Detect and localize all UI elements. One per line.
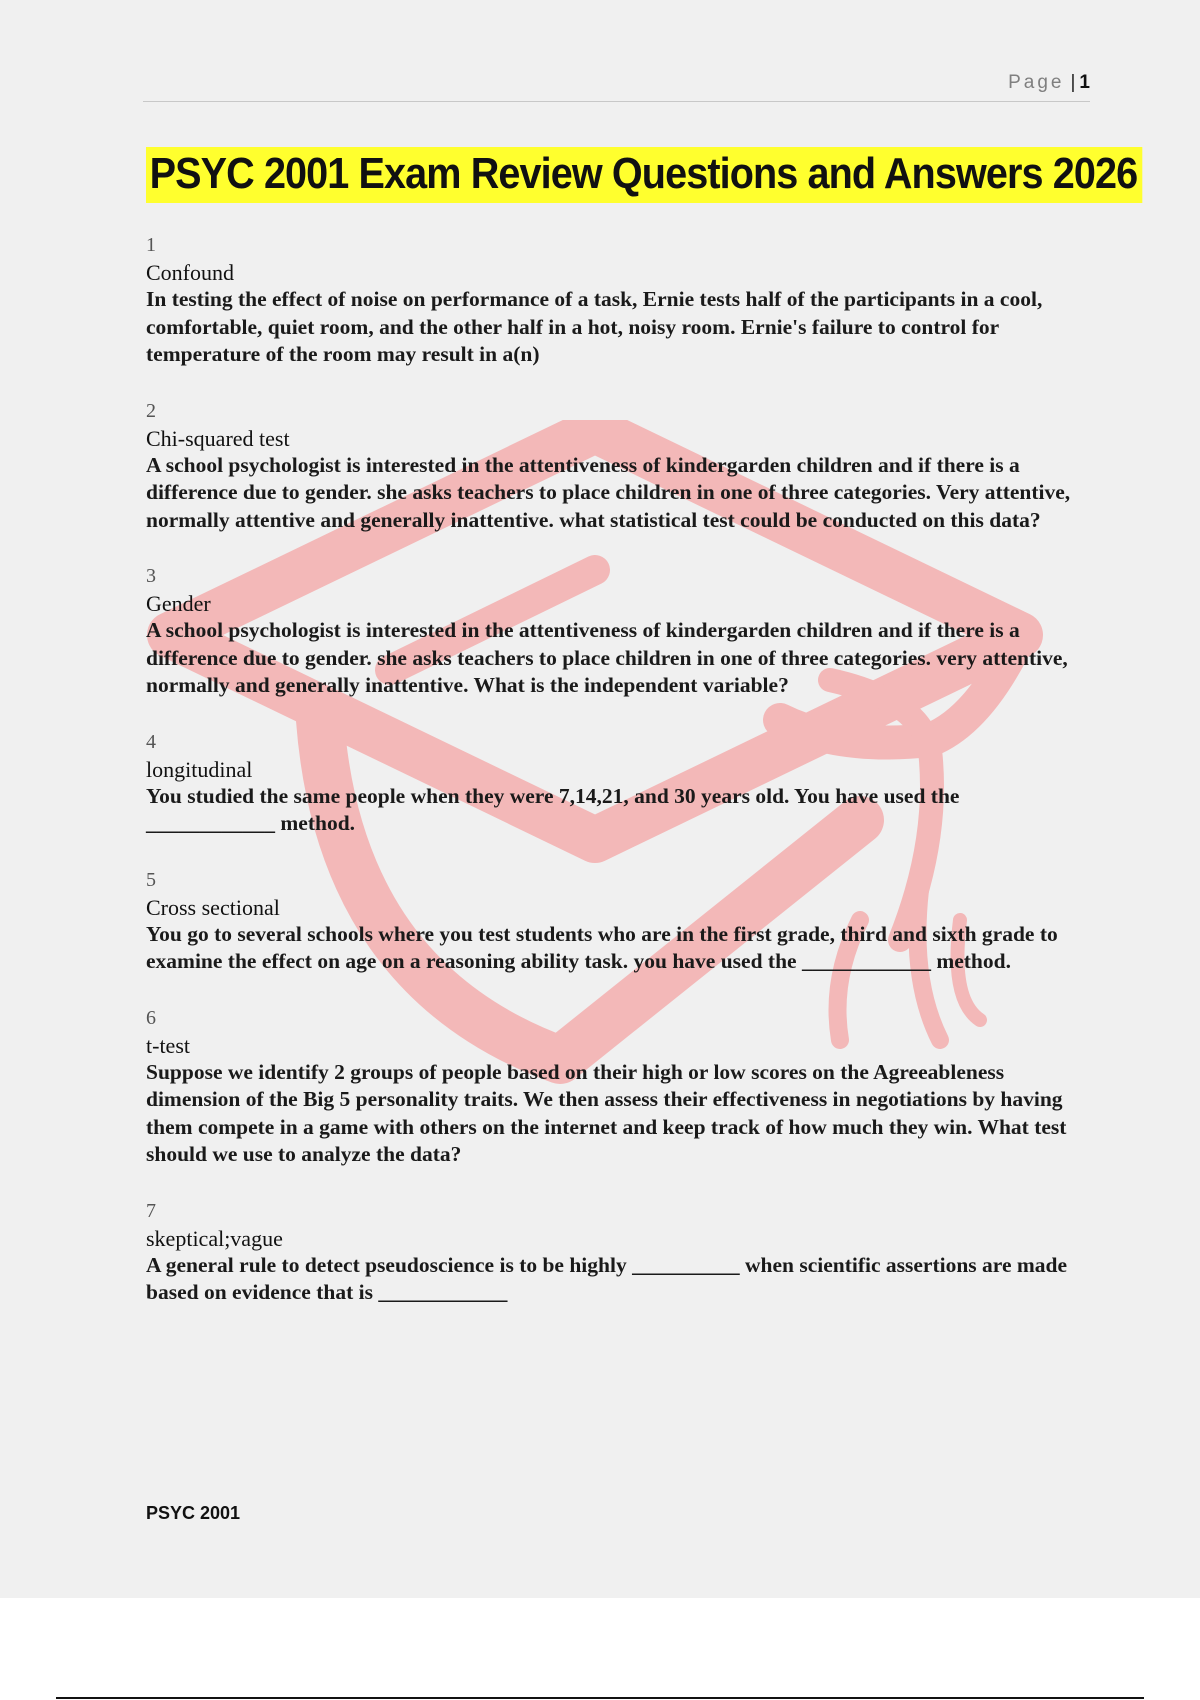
page-separator: |	[1070, 72, 1076, 93]
footer-course-label: PSYC 2001	[146, 1503, 241, 1523]
question-text: You studied the same people when they were 7,14,21, and 30 years old. You have used the ____________ method.	[146, 783, 960, 835]
question-text: You go to several schools where you test students who are in the first grade, third and sixth grade to examine the effect on age on a reasoning ability task. you have used the ____________ method.	[146, 921, 1058, 973]
question-answer: Gender	[146, 591, 211, 616]
question-item	[146, 729, 1086, 838]
question-text: A general rule to detect pseudoscience is to be highly __________ when scientific assertions are made based on evidence that is ____________	[146, 1252, 1068, 1304]
question-answer: Chi-squared test	[146, 425, 290, 451]
question-item	[146, 1198, 1086, 1307]
question-number: 5	[146, 868, 156, 891]
question-number: 2	[146, 399, 156, 422]
question-item	[146, 563, 1086, 700]
question-text: A school psychologist is interested in the attentiveness of kindergarden children and if there is a difference due to gender. she asks teachers to place children in one of three categories. very attentive, normally and generally inattentive. What is the independent variable?	[146, 618, 1068, 697]
question-number: 4	[146, 730, 156, 753]
page-number: 1	[1079, 72, 1090, 93]
question-list	[146, 232, 1086, 1336]
bottom-divider	[56, 1697, 1144, 1699]
question-number: 7	[146, 1199, 156, 1222]
question-item	[146, 1005, 1086, 1169]
document-title: PSYC 2001 Exam Review Questions and Answers 2026	[146, 147, 1143, 203]
question-answer: longitudinal	[146, 756, 253, 782]
question-answer: Confound	[146, 260, 234, 285]
header-divider	[143, 101, 1090, 102]
question-number: 6	[146, 1006, 156, 1029]
question-item	[146, 232, 1086, 369]
question-number: 1	[146, 234, 156, 256]
question-answer: Cross sectional	[146, 894, 280, 920]
page-word: Page	[1008, 72, 1065, 93]
question-item	[146, 867, 1086, 976]
page-number-header	[1008, 72, 1090, 94]
question-item	[146, 398, 1086, 535]
question-number: 3	[146, 565, 156, 587]
question-answer: t-test	[146, 1032, 190, 1058]
question-text: In testing the effect of noise on performance of a task, Ernie tests half of the participants in a cool, comfortable, quiet room, and the other half in a hot, noisy room. Ernie's failure to control for temperature of the room may result in a(n)	[146, 287, 1043, 366]
question-text: A school psychologist is interested in the attentiveness of kindergarden children and if there is a difference due to gender. she asks teachers to place children in one of three categories. Very attentive, normally attentive and generally inattentive. what statistical test could be conducted on this data?	[146, 452, 1071, 532]
question-text: Suppose we identify 2 groups of people based on their high or low scores on the Agreeableness dimension of the Big 5 personality traits. We then assess their effectiveness in negotiations by having them compete in a game with others on the internet and keep track of how much they win. What test should we use to analyze the data?	[146, 1059, 1067, 1166]
question-answer: skeptical;vague	[146, 1225, 283, 1251]
